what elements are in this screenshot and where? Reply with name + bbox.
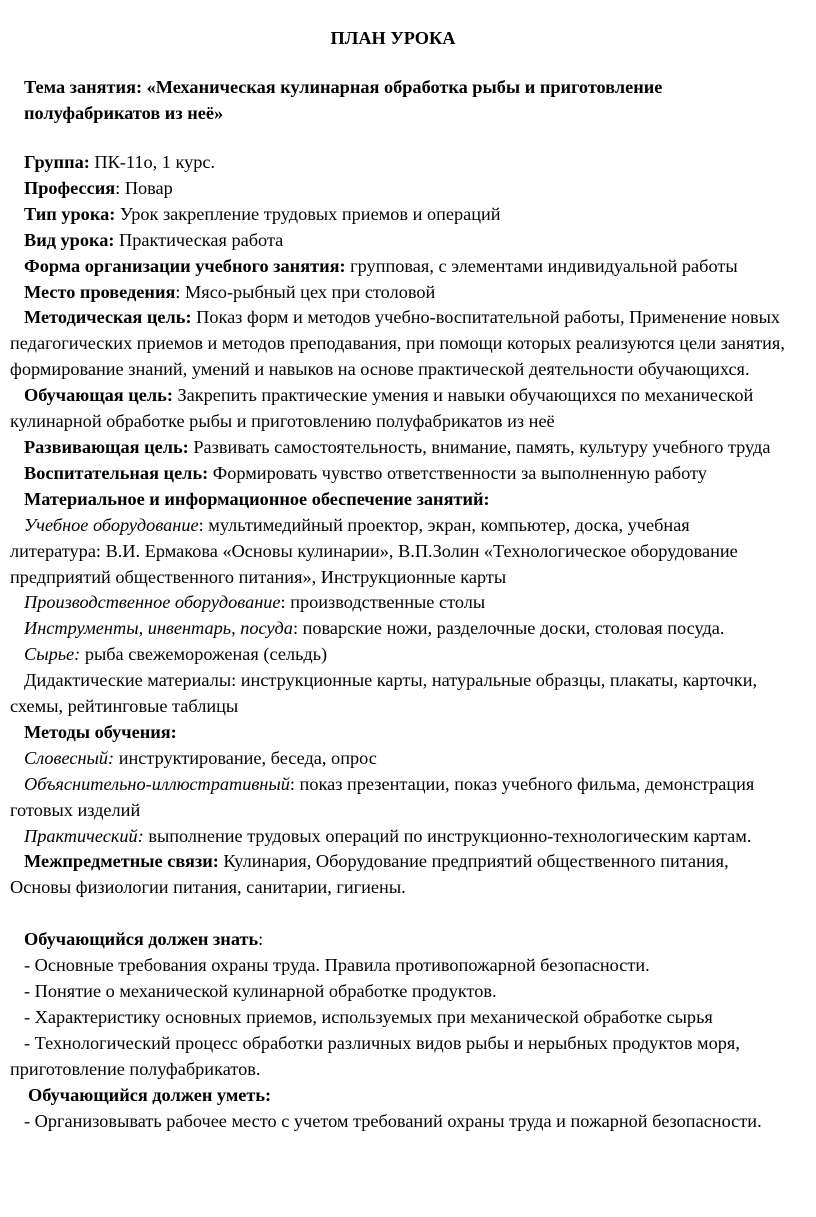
teaching-goal-value: Закрепить практические умения и навыки обучающихся по механической кулинарной обработке рыбы и приготовлению полуфабрикатов из неё	[10, 385, 754, 432]
lesson-kind-line	[10, 228, 785, 254]
prod-equipment-value: : производственные столы	[280, 592, 486, 613]
lesson-type-line	[10, 202, 785, 228]
tools-label: Инструменты, инвентарь, посуда	[24, 618, 293, 639]
upbringing-goal-value: Формировать чувство ответственности за выполненную работу	[208, 462, 707, 483]
lesson-plan-body	[10, 150, 785, 1135]
know-colon: :	[258, 929, 264, 950]
tools-line	[10, 616, 785, 642]
didactic-line: Дидактические материалы: инструкционные карты, натуральные образцы, плакаты, карточки, схемы, рейтинговые таблицы	[10, 670, 758, 717]
profession-value: : Повар	[115, 177, 173, 198]
verbal-label: Словесный:	[24, 747, 115, 768]
methods-heading	[10, 720, 785, 746]
verbal-method	[10, 746, 785, 772]
interdisciplinary-line	[10, 849, 785, 901]
raw-line	[10, 642, 785, 668]
profession-line	[10, 176, 785, 202]
know-heading	[10, 927, 785, 953]
form-value: групповая, с элементами индивидуальной работы	[345, 255, 738, 276]
lesson-type-value: Урок закрепление трудовых приемов и операций	[115, 203, 501, 224]
page-title: ПЛАН УРОКА	[330, 28, 456, 48]
profession-label: Профессия	[24, 177, 116, 198]
place-line	[10, 280, 785, 306]
know-item: - Понятие о механической кулинарной обработке продуктов.	[24, 981, 497, 1002]
interdisciplinary-label: Межпредметные связи:	[24, 851, 219, 872]
know-item: - Характеристику основных приемов, используемых при механической обработке сырья	[24, 1007, 713, 1027]
explanatory-value: : показ презентации, показ учебного фильма, демонстрация готовых изделий	[10, 773, 755, 820]
edu-equipment-label: Учебное оборудование	[24, 514, 199, 535]
raw-value: рыба свежемороженая (сельдь)	[80, 644, 328, 665]
methodical-goal	[10, 305, 785, 383]
tools-value: : поварские ножи, разделочные доски, столовая посуда.	[292, 618, 725, 639]
form-label: Форма организации учебного занятия:	[24, 255, 346, 276]
developing-goal-value: Развивать самостоятельность, внимание, память, культуру учебного труда	[188, 436, 771, 457]
explanatory-method	[10, 772, 785, 824]
methods-label: Методы обучения:	[24, 721, 177, 742]
group-line	[10, 150, 785, 176]
place-value: : Мясо-рыбный цех при столовой	[175, 281, 436, 302]
know-item: - Технологический процесс обработки различных видов рыбы и нерыбных продуктов моря, приготовление полуфабрикатов.	[10, 1032, 740, 1079]
teaching-goal-label: Обучающая цель:	[24, 385, 173, 406]
raw-label: Сырье:	[24, 644, 81, 665]
lesson-topic	[24, 75, 764, 127]
verbal-value: инструктирование, беседа, опрос	[114, 747, 377, 768]
know-item: - Основные требования охраны труда. Правила противопожарной безопасности.	[24, 955, 650, 976]
practical-label: Практический:	[24, 825, 144, 846]
practical-method	[10, 824, 785, 850]
able-item: - Организовывать рабочее место с учетом требований охраны труда и пожарной безопасности.	[24, 1110, 762, 1131]
developing-goal	[10, 435, 785, 461]
place-label: Место проведения	[24, 281, 176, 302]
lesson-kind-value: Практическая работа	[114, 229, 284, 250]
able-label: Обучающийся должен уметь:	[28, 1084, 272, 1105]
edu-equipment	[10, 513, 785, 591]
upbringing-goal	[10, 461, 785, 487]
teaching-goal	[10, 383, 785, 435]
methodical-goal-label: Методическая цель:	[24, 307, 192, 328]
lesson-kind-label: Вид урока:	[24, 229, 115, 250]
methodical-goal-value: Показ форм и методов учебно-воспитательной работы, Применение новых педагогических приемов и методов преподавания, при помощи которых реализуются цели занятия, формирование знаний, умений и навыков на основе практической деятельности обучающихся.	[10, 307, 785, 380]
group-value: ПК-11о, 1 курс.	[89, 152, 216, 172]
prod-equipment-label: Производственное оборудование	[24, 592, 281, 613]
materials-heading	[10, 487, 785, 513]
upbringing-goal-label: Воспитательная цель:	[24, 462, 209, 483]
materials-label: Материальное и информационное обеспечение занятий:	[24, 488, 490, 509]
practical-value: выполнение трудовых операций по инструкционно-технологическим картам.	[143, 825, 752, 846]
group-label: Группа:	[24, 152, 90, 172]
topic-value: «Механическая кулинарная обработка рыбы и приготовление полуфабрикатов из неё»	[24, 77, 663, 123]
form-line	[10, 254, 785, 280]
interdisciplinary-value: Кулинария, Оборудование предприятий общественного питания, Основы физиологии питания, санитарии, гигиены.	[10, 851, 729, 898]
lesson-type-label: Тип урока:	[24, 203, 116, 224]
spacer	[10, 901, 785, 927]
able-heading	[10, 1083, 785, 1109]
explanatory-label: Объяснительно-иллюстративный	[24, 773, 290, 794]
developing-goal-label: Развивающая цель:	[24, 436, 189, 457]
topic-label: Тема занятия:	[24, 77, 147, 97]
prod-equipment	[10, 590, 785, 616]
edu-equipment-value: : мультимедийный проектор, экран, компьютер, доска, учебная литература: В.И. Ермакова «Основы кулинарии», В.П.Золин «Технологическое оборудование предприятий общественного питания», Инструкционные карты	[10, 514, 738, 587]
know-label: Обучающийся должен знать	[24, 929, 259, 950]
